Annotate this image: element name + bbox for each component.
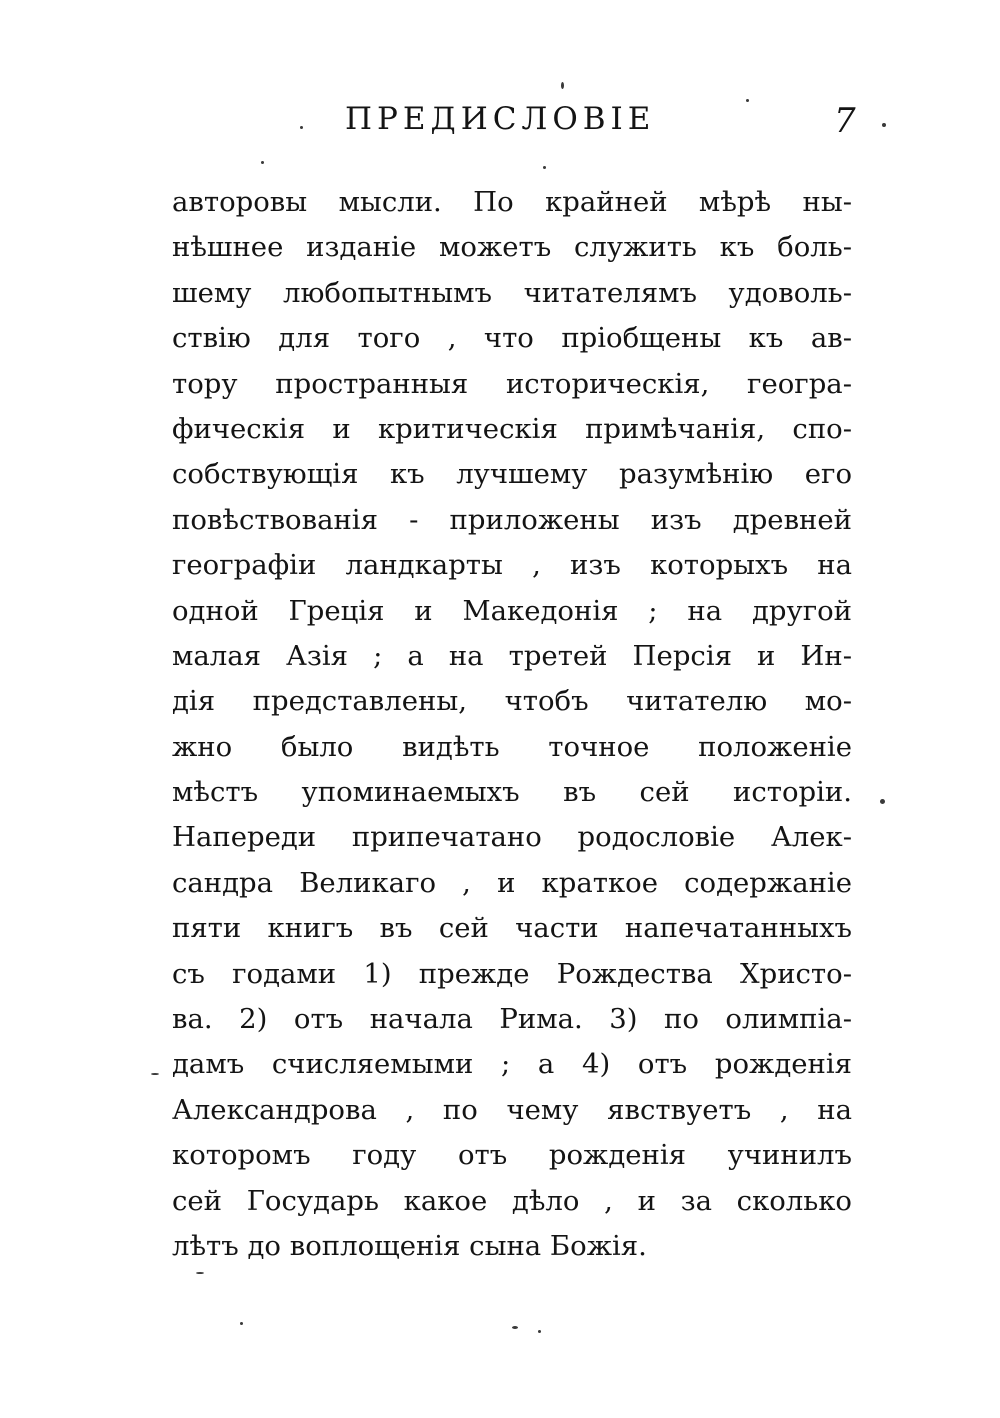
page-number: 7 [834,101,856,141]
text-line: пяти книгъ въ сей части напечатанныхъ [172,912,852,945]
scan-speck [746,99,749,102]
text-line: собствующiя къ лучшему разумѣнiю его [172,458,852,491]
text-line: мѣстъ упоминаемыхъ въ сей исторiи. [172,776,852,809]
text-line: дамъ счисляемыми ; а 4) отъ рожденiя [172,1048,852,1081]
scan-speck [261,161,264,164]
text-line: географiи ландкарты , изъ которыхъ на [172,549,852,582]
running-head-title: ПРЕДИСЛОВIЕ [345,101,656,137]
text-line: сандра Великаго , и краткое содержанiе [172,866,852,899]
text-line: сей Государь какое дѣло , и за сколько [172,1184,852,1217]
text-line: Александрова , по чему явствуетъ , на [172,1093,852,1126]
text-line: дiя представлены, чтобъ читателю мо- [172,685,852,718]
text-line: шему любопытнымъ читателямъ удоволь- [172,276,852,309]
text-line: Напереди припечатано родословiе Алек- [172,821,852,854]
body-text [172,180,852,1269]
scan-speck [561,82,564,89]
text-line: лѣтъ до воплощенiя сына Божiя. [172,1229,647,1262]
text-line: ствiю для того , что прiобщены къ ав- [172,322,852,355]
scan-speck [300,126,303,129]
text-line: повѣствованiя - приложены изъ древней [172,503,852,536]
text-line: авторовы мысли. По крайней мѣрѣ ны- [172,186,852,218]
text-line: одной Грецiя и Македонiя ; на другой [172,594,852,627]
scan-speck [151,1073,159,1075]
text-line: которомъ году отъ рожденiя учинилъ [172,1139,852,1172]
scan-speck [240,1322,243,1325]
text-line: тору пространныя историческiя, геогра- [172,367,852,400]
text-line: жно было видѣть точное положенiе [172,730,852,763]
running-head [0,96,1000,146]
scan-speck [538,1330,541,1333]
scan-speck [196,1272,204,1274]
scan-speck [543,166,546,169]
text-line: ва. 2) отъ начала Рима. 3) по олимпiа- [172,1003,852,1036]
text-line: нѣшнее изданiе можетъ служить къ боль- [172,231,852,264]
scan-speck [880,799,885,804]
text-line: съ годами 1) прежде Рождества Христо- [172,957,852,990]
scan-speck [882,123,886,127]
text-line: малая Азiя ; а на третей Персiя и Ин- [172,639,852,672]
text-line: фическiя и критическiя примѣчанiя, спо- [172,412,852,445]
scan-speck [512,1326,518,1329]
